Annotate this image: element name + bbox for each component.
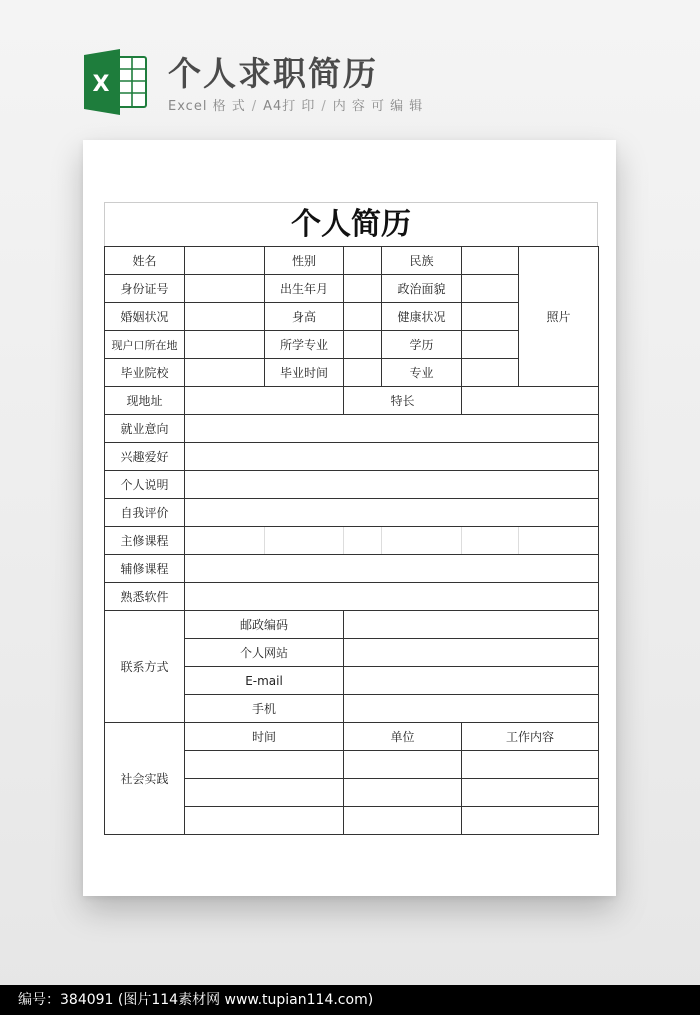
table-row [105,583,599,611]
table-row [105,527,599,555]
label-id-number: 身份证号 [105,275,185,303]
label-address: 现地址 [105,387,185,415]
field-practice-unit[interactable] [344,807,462,835]
field-personal-note[interactable] [185,471,599,499]
label-ethnicity: 民族 [382,247,462,275]
field-job-intent[interactable] [185,415,599,443]
resume-table [104,246,599,835]
subtitle-separator: / [251,99,258,114]
label-major: 所学专业 [265,331,344,359]
field-practice-time[interactable] [185,807,344,835]
label-height: 身高 [265,303,344,331]
field-main-course-4[interactable] [382,527,462,555]
field-grad-time[interactable] [344,359,382,387]
table-row [105,443,599,471]
label-marital: 婚姻状况 [105,303,185,331]
field-height[interactable] [344,303,382,331]
subtitle-format: Excel 格 式 [168,99,246,114]
field-address[interactable] [185,387,344,415]
table-row [105,555,599,583]
field-phone[interactable] [344,695,599,723]
field-practice-unit[interactable] [344,751,462,779]
field-main-course-2[interactable] [265,527,344,555]
label-education: 学历 [382,331,462,359]
page-subtitle [168,95,423,114]
field-main-course-3[interactable] [344,527,382,555]
footer-watermark: 编号：384091 (图片114素材网 www.tupian114.com) [0,985,700,1015]
table-row [105,723,599,751]
field-main-course-6[interactable] [519,527,599,555]
table-row [105,415,599,443]
label-photo[interactable]: 照片 [519,247,599,387]
label-strength: 特长 [344,387,462,415]
label-gender: 性别 [265,247,344,275]
label-grad-time: 毕业时间 [265,359,344,387]
label-specialty: 专业 [382,359,462,387]
field-major[interactable] [344,331,382,359]
label-health: 健康状况 [382,303,462,331]
subtitle-separator: / [321,99,327,114]
label-name: 姓名 [105,247,185,275]
field-practice-time[interactable] [185,751,344,779]
label-self-eval: 自我评价 [105,499,185,527]
field-health[interactable] [462,303,519,331]
field-education[interactable] [462,331,519,359]
label-job-intent: 就业意向 [105,415,185,443]
label-hobbies: 兴趣爱好 [105,443,185,471]
field-software[interactable] [185,583,599,611]
label-personal-note: 个人说明 [105,471,185,499]
label-birth: 出生年月 [265,275,344,303]
label-software: 熟悉软件 [105,583,185,611]
resume-paper [83,140,616,896]
field-hobbies[interactable] [185,443,599,471]
field-practice-content[interactable] [462,807,599,835]
label-school: 毕业院校 [105,359,185,387]
field-minor-courses[interactable] [185,555,599,583]
label-postcode: 邮政编码 [185,611,344,639]
label-contact: 联系方式 [105,611,185,723]
field-practice-content[interactable] [462,751,599,779]
subtitle-editable: 内 容 可 编 辑 [332,99,424,114]
field-specialty[interactable] [462,359,519,387]
field-hukou[interactable] [185,331,265,359]
table-row [105,499,599,527]
field-practice-unit[interactable] [344,779,462,807]
label-political: 政治面貌 [382,275,462,303]
field-postcode[interactable] [344,611,599,639]
table-row [105,247,599,275]
field-school[interactable] [185,359,265,387]
label-practice: 社会实践 [105,723,185,835]
field-self-eval[interactable] [185,499,599,527]
label-unit: 单位 [344,723,462,751]
label-email: E-mail [185,667,344,695]
excel-icon [84,49,148,115]
table-row [105,471,599,499]
label-time: 时间 [185,723,344,751]
field-practice-time[interactable] [185,779,344,807]
field-strength[interactable] [462,387,599,415]
resume-title: 个人简历 [104,202,598,247]
page-title: 个人求职简历 [168,54,378,93]
table-row [105,611,599,639]
field-name[interactable] [185,247,265,275]
field-website[interactable] [344,639,599,667]
label-website: 个人网站 [185,639,344,667]
field-practice-content[interactable] [462,779,599,807]
excel-logo-letter: X [92,72,110,97]
label-minor-courses: 辅修课程 [105,555,185,583]
subtitle-print: A4打 印 [263,99,316,114]
field-id-number[interactable] [185,275,265,303]
field-main-course-5[interactable] [462,527,519,555]
label-hukou: 现户口所在地 [105,331,185,359]
field-marital[interactable] [185,303,265,331]
field-birth[interactable] [344,275,382,303]
table-row [105,387,599,415]
field-email[interactable] [344,667,599,695]
label-main-courses: 主修课程 [105,527,185,555]
field-main-course-1[interactable] [185,527,265,555]
field-ethnicity[interactable] [462,247,519,275]
label-work-content: 工作内容 [462,723,599,751]
field-gender[interactable] [344,247,382,275]
label-phone: 手机 [185,695,344,723]
field-political[interactable] [462,275,519,303]
